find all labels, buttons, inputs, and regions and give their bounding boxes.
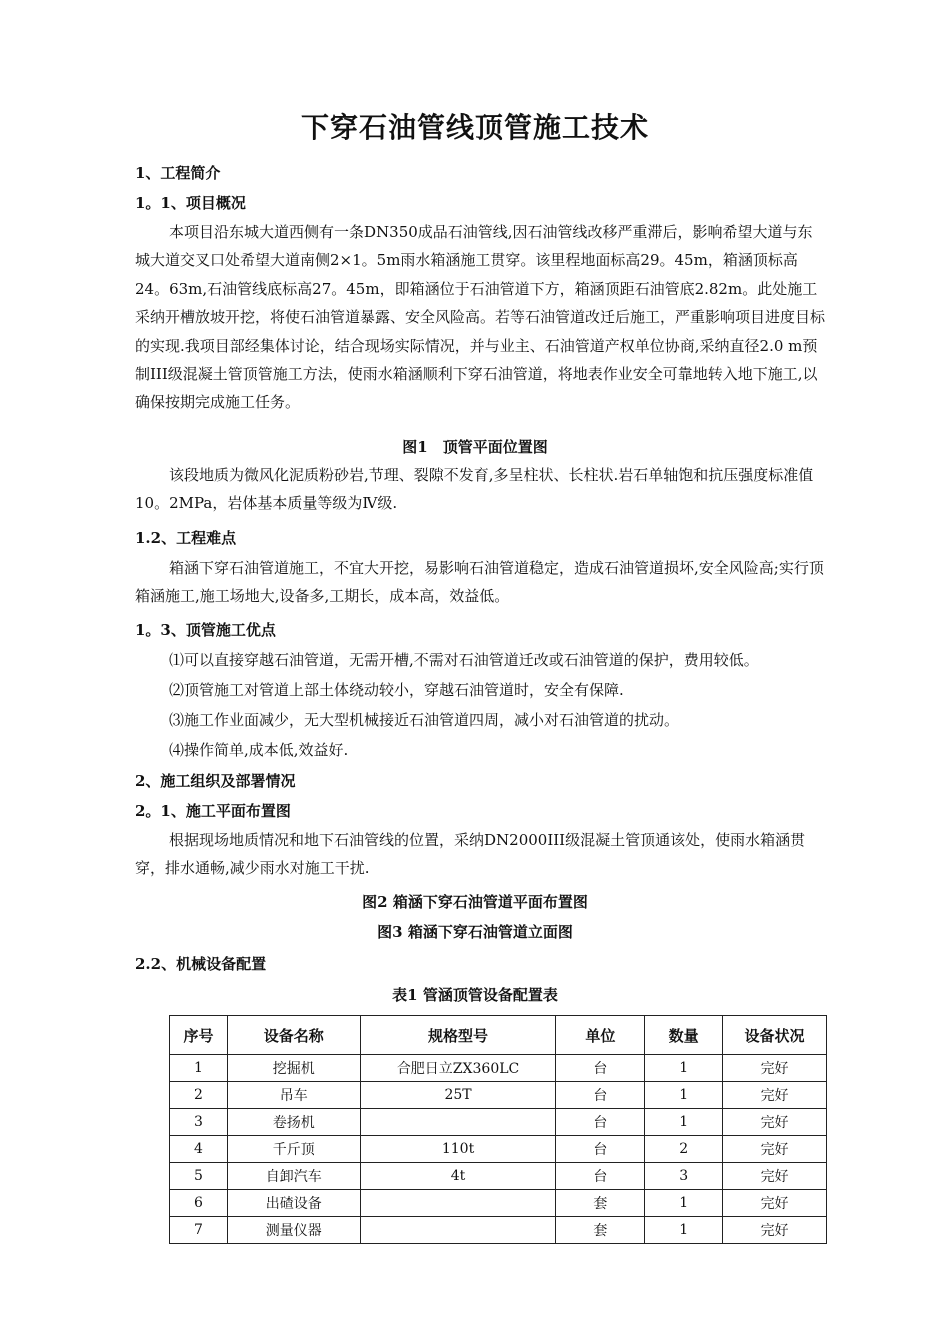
document-title: 下穿石油管线顶管施工技术: [300, 111, 649, 144]
paragraph-project-overview: 本项目沿东城大道西侧有一条DN350成品石油管线,因石油管线改移严重滞后，影响希望大道与东城大道交叉口处希望大道南侧2×1。5m雨水箱涵施工贯穿。该里程地面标高29。45m，箱涵顶标高24。63m,石油管线底标高27。45m，即箱涵位于石油管道下方，箱涵顶距石油管底2.82m。此处施工采纳开槽放坡开挖，将使石油管道暴露、安全风险高。若等石油管道改迁后施工，严重影响项目进度目标的实现.我项目部经集体讨论，结合现场实际情况，并与业主、石油管道产权单位协商,采纳直径2.0 m预制III级混凝土管顶管施工方法，使雨水箱涵顺利下穿石油管道，将地表作业安全可靠地转入地下施工,以确保按期完成施工任务。: [135, 223, 826, 412]
header-cell: 单位: [556, 1016, 645, 1055]
equipment-table: [169, 1015, 827, 1244]
table-cell: 4t: [360, 1163, 556, 1190]
table-cell: [360, 1217, 556, 1244]
table-cell: 6: [170, 1190, 228, 1217]
table-row: [170, 1217, 827, 1244]
section-heading-1-3: 1。3、顶管施工优点: [135, 621, 276, 639]
table-cell: 自卸汽车: [227, 1163, 360, 1190]
header-cell: 数量: [645, 1016, 723, 1055]
table-cell: 完好: [723, 1082, 827, 1109]
table-cell: 3: [170, 1109, 228, 1136]
table-cell: 4: [170, 1136, 228, 1163]
table-cell: 台: [556, 1055, 645, 1082]
table-cell: 套: [556, 1217, 645, 1244]
table-cell: 1: [645, 1190, 723, 1217]
header-cell: 规格型号: [360, 1016, 556, 1055]
section-heading-1-1: 1。1、项目概况: [135, 194, 246, 212]
table-cell: 完好: [723, 1055, 827, 1082]
table-cell: 出碴设备: [227, 1190, 360, 1217]
header-cell: 序号: [170, 1016, 228, 1055]
table-cell: 2: [170, 1082, 228, 1109]
figure-caption-2: 图2 箱涵下穿石油管道平面布置图: [362, 893, 588, 911]
paragraph-site-layout: 根据现场地质情况和地下石油管线的位置，采纳DN2000III级混凝土管顶通该处，使雨水箱涵贯穿，排水通畅,减少雨水对施工干扰.: [135, 831, 806, 878]
table-caption: 表1 管涵顶管设备配置表: [392, 986, 558, 1004]
table-cell: 完好: [723, 1190, 827, 1217]
table-row: [170, 1136, 827, 1163]
table-cell: 110t: [360, 1136, 556, 1163]
figure-caption-1: 图1 顶管平面位置图: [402, 438, 548, 456]
table-cell: 套: [556, 1190, 645, 1217]
table-header-row: [170, 1016, 827, 1055]
table-cell: 台: [556, 1082, 645, 1109]
table-cell: [360, 1190, 556, 1217]
table-row: [170, 1109, 827, 1136]
table-cell: 吊车: [227, 1082, 360, 1109]
section-heading-2-2: 2.2、机械设备配置: [135, 955, 267, 973]
table-row: [170, 1190, 827, 1217]
table-row: [170, 1055, 827, 1082]
section-heading-1: 1、工程简介: [135, 164, 221, 182]
table-cell: 2: [645, 1136, 723, 1163]
table-cell: 千斤顶: [227, 1136, 360, 1163]
table-cell: 1: [645, 1217, 723, 1244]
advantage-item-4: ⑷操作简单,成本低,效益好.: [169, 741, 349, 759]
figure-caption-3: 图3 箱涵下穿石油管道立面图: [377, 923, 573, 941]
table-cell: 3: [645, 1163, 723, 1190]
section-heading-2: 2、施工组织及部署情况: [135, 772, 296, 790]
paragraph-geology: 该段地质为微风化泥质粉砂岩,节理、裂隙不发育,多呈柱状、长柱状.岩石单轴饱和抗压强度标准值10。2MPa，岩体基本质量等级为Ⅳ级.: [135, 466, 814, 513]
table-cell: 台: [556, 1136, 645, 1163]
table-cell: 挖掘机: [227, 1055, 360, 1082]
table-cell: [360, 1109, 556, 1136]
table-cell: 合肥日立ZX360LC: [360, 1055, 556, 1082]
table-row: [170, 1082, 827, 1109]
table-cell: 1: [645, 1082, 723, 1109]
table-cell: 卷扬机: [227, 1109, 360, 1136]
table-cell: 完好: [723, 1217, 827, 1244]
table-cell: 台: [556, 1163, 645, 1190]
header-cell: 设备状况: [723, 1016, 827, 1055]
header-cell: 设备名称: [227, 1016, 360, 1055]
table-cell: 1: [170, 1055, 228, 1082]
paragraph-difficulties: 箱涵下穿石油管道施工，不宜大开挖，易影响石油管道稳定，造成石油管道损坏,安全风险高;实行顶箱涵施工,施工场地大,设备多,工期长，成本高，效益低。: [135, 559, 824, 606]
table-cell: 完好: [723, 1136, 827, 1163]
advantage-item-2: ⑵顶管施工对管道上部土体绕动较小，穿越石油管道时，安全有保障.: [169, 681, 624, 699]
section-heading-1-2: 1.2、工程难点: [135, 529, 237, 547]
table-cell: 台: [556, 1109, 645, 1136]
advantage-item-3: ⑶施工作业面减少，无大型机械接近石油管道四周，减小对石油管道的扰动。: [169, 711, 680, 729]
advantage-item-1: ⑴可以直接穿越石油管道，无需开槽,不需对石油管道迁改或石油管道的保护，费用较低。: [169, 651, 759, 669]
table-cell: 1: [645, 1055, 723, 1082]
table-cell: 7: [170, 1217, 228, 1244]
table-cell: 完好: [723, 1109, 827, 1136]
table-cell: 测量仪器: [227, 1217, 360, 1244]
table-cell: 1: [645, 1109, 723, 1136]
section-heading-2-1: 2。1、施工平面布置图: [135, 802, 291, 820]
table-cell: 完好: [723, 1163, 827, 1190]
table-row: [170, 1163, 827, 1190]
table-cell: 25T: [360, 1082, 556, 1109]
table-cell: 5: [170, 1163, 228, 1190]
